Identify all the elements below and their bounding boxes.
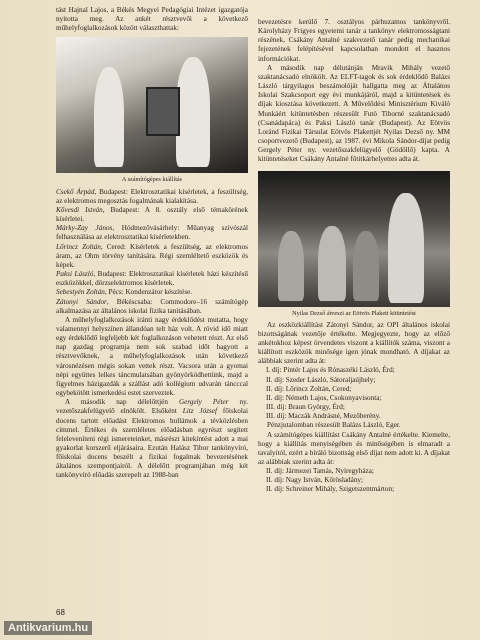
award-list-devices	[258, 366, 450, 421]
figure-caption-computer-exhibition: A számítógépes kiállítás	[121, 176, 183, 184]
workshop-item: Kővesdi István, Budapest: A 8. osztály első témakörének kísérletei.	[56, 205, 248, 224]
workshop-item: Sebestyén Zoltán, Pécs: Kondenzátor készítése.	[56, 288, 193, 297]
paragraph-computer-exhibition: A számítógépes kiállítást Csákány Antalné értékelte. Kiemelte, hogy a kiállítás menyiségében és minőségében is elmaradt a tavalyitól, ezért a bíráló bizottság első díjat nem adott ki. A díjakat az alábbiak szerint adta át:	[258, 430, 450, 466]
paragraph-workshops-summary: A műhelyfoglalkozások iránti nagy érdeklődést mutatta, hogy valamennyi helyszínen állandóan telt ház volt. A rövid idő miatt egy érdeklődő legfeljebb két foglalkozáson vehetett részt. Az első nap gazdag programja nem sok szabad időt hagyott a résztvevőknek, a műhelyfoglalkozások után következő városnézésen mégis sokan vettek részt. Vacsora után a gyomai népi együttes lelkes táncmulatsában gyönyörködhettünk, majd a figyelmes házigazdák a szállást adó kollégium udvarán táncccal egybekötött ismerkedési estet szerveztek.	[56, 315, 248, 398]
paragraph-second-day-morning: A második nap délelőttjén Gergely Péter ny. vezetőszakfelügyelő elnökölt. Elsőként Litz József főiskolai docens tartott előadást Elektromos hullámok a tévközlésben címmel. Értékes és szemléletes előadásban egyrészt segített feleleveníteni régi ismereteinket, másrészt kitekintést adott a mai gyakorlat korszerű eljárásaira. Ezután Halász Tibor tankönyvíró, főiskolai docens beszélt a fizikai fogalmak bevezetésének általános szempontjairól. A délelőtt programjában még két tankönyvíró előadás szerepelt az 1988-ban	[56, 398, 248, 480]
award-list-computers	[258, 467, 450, 494]
watermark: Antikvarium.hu	[4, 621, 92, 635]
list-item: II. díj: Nagy István, Kőrösladány;	[266, 476, 364, 485]
list-item: II. díj: Schreiner Mihály, Szigetszentmárton;	[266, 485, 395, 494]
list-item: II. díj: Szeder László, Sátoraljaújhely;	[266, 375, 376, 384]
paragraph-cash-prize: Pénzjutalomban részesült Balázs László, Eger.	[267, 421, 401, 430]
paragraph-device-exhibition: Az eszközkiállítást Zátonyi Sándor, az OPI általános iskolai bizottságának vezetője értékelte. Megjegyezte, hogy az előző ankétokhoz képest örvendetes viszont a kiállítók száma, viszont a kiállított eszközök minősége igen jónak mondható. A díjakat az alábbiak szerint adta át:	[258, 320, 450, 366]
figure-caption-award-ceremony: Nyilas Dezső átveszi az Eötvös Plakett kitüntetést	[292, 309, 416, 317]
figure-computer-exhibition	[56, 37, 248, 184]
photo-award-ceremony	[258, 171, 450, 307]
workshop-item: Csekő Árpád, Budapest: Elektrosztatikai kísérletek, a feszültség, az elektromos megosztás fogalmának kialakítása.	[56, 187, 248, 205]
figure-award-ceremony	[258, 171, 450, 318]
workshop-item: Paksi László, Budapest: Elektrosztatikai kísérletek házi készítésű eszközökkel, dörzselektromos kísérletek.	[56, 270, 249, 288]
list-item: III. díj: Braun György, Érd;	[266, 403, 345, 412]
list-item: III. díj: Maczák Andrásné, Mezőberény.	[266, 412, 381, 421]
list-item: II. díj: Jármezei Tamás, Nyíregyháza;	[266, 467, 374, 476]
paragraph-textbook: bevezetésre kerülő 7. osztályos párhuzamos tankönyvről. Károlyházy Frigyes egyetemi tanár a tankönyv elektromosságtani részének, Csákány Antalné szakvezető tanár pedig mechanikai fejezetének felépítésével kapcsolatban mondott el hasznos információkat.	[258, 18, 450, 63]
workshop-item: Zátonyi Sándor, Békéscsaba: Commodore–16 számítógép alkalmazása az általános iskolai fizika tanításában.	[56, 297, 248, 315]
left-column	[56, 6, 248, 481]
workshop-item: Márky-Zay János, Hódmezővásárhely: Műanyag szívószál felhasználása az elektrosztatikai kísérletekben.	[56, 224, 248, 242]
paragraph-second-day-afternoon: A második nap délutánján Mravik Mihály vezető szaktanácsadó elnökölt. Az ELFT-tagok és sok érdeklődő Balázs László tárgyilagos beszámolóját hallgatta meg az Általános Iskolai Szakcsoport egy évi munkájáról, majd a kitüntetések és díjak kiosztása következett. A Művelődési Minisztérium Kiváló Munkáért kitüntetésben részesült Futó Tiborné szaktanácsadó (Csanádapáca) és Paksi László tanár (Budapest). Az Eötvös Loránd Fizikai Társulat Eötvös Plakettjét Nyilas Dezső ny. MM csoportvezető (Budapest), az 1987. évi Mikola Sándor-díjat pedig Gergely Péter ny. vezetőszakfelügyelő (Gödöllő) kapta. A kitüntetéseket Csákány Antalné főtitkárhelyettes adta át.	[258, 63, 450, 164]
list-item: II. díj: Németh Lajos, Csokonyavisonta;	[266, 393, 382, 402]
list-item: I. díj: Pintér Lajos és Rónaszéki László, Érd;	[266, 366, 395, 375]
workshop-item: Lőrincz Zoltán, Cered: Kísérletek a feszültség, az elektromos áram, az Ohm törvény tanítására. Régi szemléltető eszközök és képek.	[56, 242, 248, 269]
intro-paragraph: tást Hajnal Lajos, a Békés Megyei Pedagógiai Intézet igazgatója nyitotta meg. Az ankét résztvevői a következő műhelyfoglalkozások között választhattak:	[56, 6, 248, 33]
photo-computer-exhibition	[56, 37, 248, 173]
right-column	[258, 18, 450, 495]
list-item: II. díj: Lőrincz Zoltán, Cered;	[266, 384, 352, 393]
page-number: 68	[56, 608, 65, 617]
workshop-list	[56, 188, 248, 316]
